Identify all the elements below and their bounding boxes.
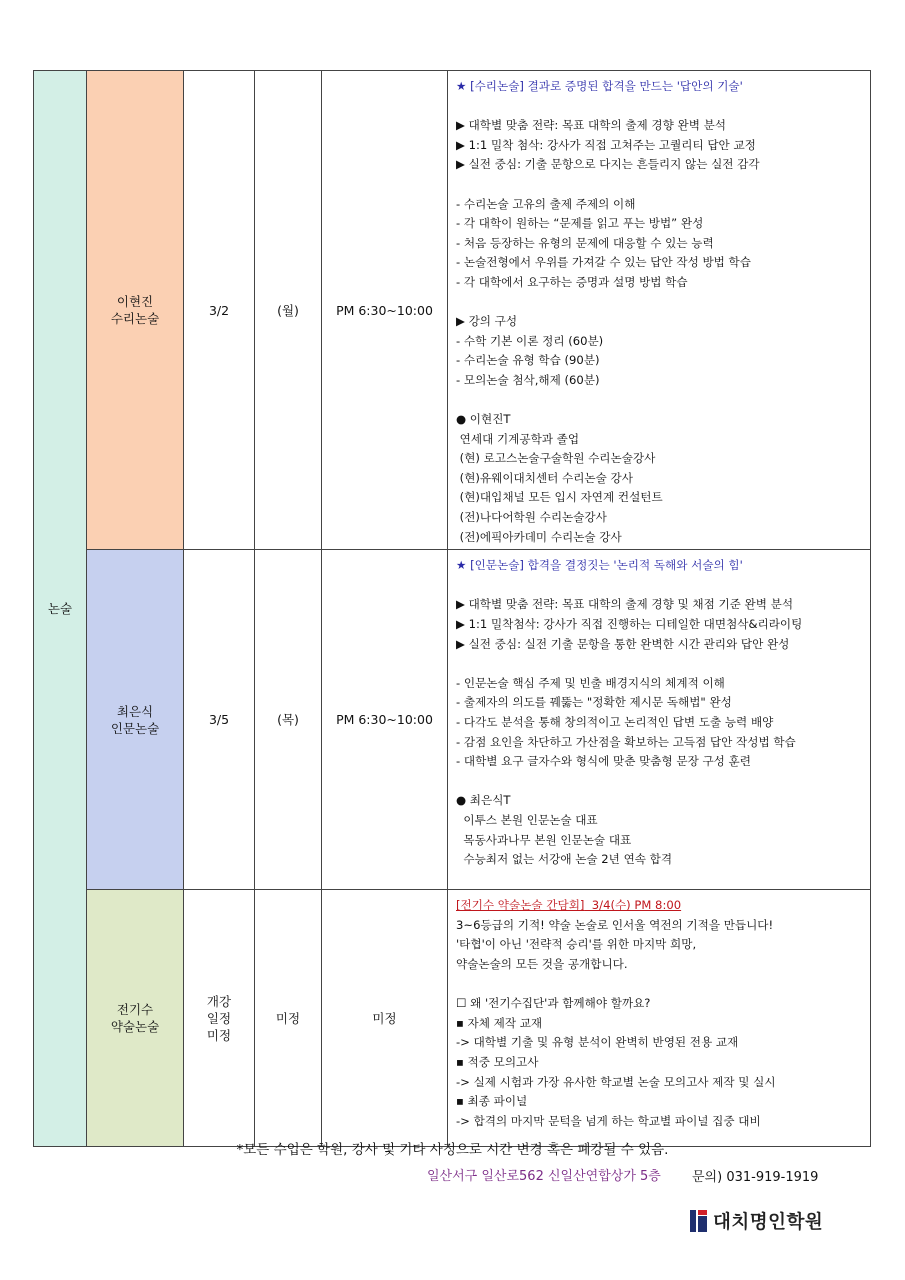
description-line: - 처음 등장하는 유형의 문제에 대응할 수 있는 능력: [456, 235, 714, 250]
description-line: ● 이현진T: [456, 412, 511, 427]
time-cell: 미정: [322, 890, 448, 1147]
instructor-cell: [87, 550, 184, 890]
course-row-humanities: [34, 550, 871, 890]
description-line: - 대학별 요구 글자수와 형식에 맞춘 맞춤형 문장 구성 훈련: [456, 754, 751, 769]
description-cell: [448, 890, 871, 1147]
day-cell: 미정: [255, 890, 322, 1147]
date-cell: 3/5: [184, 550, 255, 890]
description-line: [456, 175, 866, 195]
instructor-name: 최은식: [116, 703, 154, 719]
description-line: ▶ 실전 중심: 기출 문항으로 다지는 흔들리지 않는 실전 감각: [456, 157, 760, 172]
description-line: ▶ 강의 구성: [456, 314, 518, 329]
date-cell: 3/2: [184, 71, 255, 550]
description-line: - 각 대학이 원하는 “문제를 읽고 푸는 방법” 완성: [456, 216, 704, 231]
description-line: '타협'이 아닌 '전략적 승리'를 위한 마지막 희망,: [456, 937, 697, 952]
description-line: (전)에픽아카데미 수리논술 강사: [456, 529, 622, 544]
description-line: -> 합격의 마지막 문턱을 넘게 하는 학교별 파이널 집중 대비: [456, 1113, 761, 1128]
description-line: 연세대 기계공학과 졸업: [456, 431, 580, 446]
description-cell: [448, 550, 871, 890]
course-row-short-essay: [34, 890, 871, 1147]
description-line: ▪ 자체 제작 교재: [456, 1015, 543, 1030]
event-title: [전기수 약술논술 간담회]: [456, 898, 585, 913]
description-line: (현)대입채널 모든 입시 자연계 컨설턴트: [456, 490, 663, 505]
description-line: 3~6등급의 기적! 약술 논술로 인서울 역전의 기적을 만듭니다!: [456, 917, 774, 932]
course-name: 약술논술: [110, 1019, 160, 1035]
event-time: 3/4(수) PM 8:00: [584, 898, 682, 913]
course-headline: ★ [수리논술] 결과로 증명된 합격을 만드는 '답안의 기술': [456, 79, 743, 93]
date-cell: 개강 일정 미정: [184, 890, 255, 1147]
category-cell: 논술: [34, 71, 87, 1147]
time-cell: PM 6:30~10:00: [322, 550, 448, 890]
description-line: ▶ 대학별 맞춤 전략: 목표 대학의 출제 경향 완벽 분석: [456, 118, 726, 133]
event-line: [456, 896, 866, 916]
description-line: - 수리논술 유형 학습 (90분): [456, 353, 600, 368]
instructor-name: 전기수: [116, 1002, 154, 1018]
description-line: (현)유웨이대치센터 수리논술 강사: [456, 470, 633, 485]
description-line: -> 실제 시험과 가장 유사한 학교별 논술 모의고사 제작 및 실시: [456, 1074, 776, 1089]
description-line: ▶ 대학별 맞춤 전략: 목표 대학의 출제 경향 및 채점 기준 완벽 분석: [456, 597, 794, 612]
description-line: - 다각도 분석을 통해 창의적이고 논리적인 답변 도출 능력 배양: [456, 715, 774, 729]
course-row-math: [34, 71, 871, 550]
description-line: - 각 대학에서 요구하는 증명과 설명 방법 학습: [456, 274, 688, 289]
description-line: - 모의논술 첨삭,해제 (60분): [456, 372, 600, 387]
description-line: -> 대학별 기출 및 유형 분석이 완벽히 반영된 전용 교재: [456, 1035, 739, 1050]
academy-address: 일산서구 일산로562 신일산연합상가 5층: [427, 1169, 661, 1184]
description-line: [456, 654, 866, 674]
description-line: - 수학 기본 이론 정리 (60분): [456, 333, 604, 348]
description-line: [456, 293, 866, 313]
course-name: 인문논술: [110, 720, 160, 736]
academy-logo-icon: [690, 1210, 708, 1232]
description-line: [456, 975, 866, 995]
day-cell: (월): [255, 71, 322, 550]
academy-name: 대치명인학원: [713, 1212, 824, 1233]
description-line: (현) 로고스논술구술학원 수리논술강사: [456, 451, 656, 466]
description-line: ● 최은식T: [456, 793, 511, 808]
schedule-table: [33, 70, 871, 1147]
instructor-cell: [87, 71, 184, 550]
description-line: - 감점 요인을 차단하고 가산점을 확보하는 고득점 답안 작성법 학습: [456, 734, 796, 749]
day-cell: (목): [255, 550, 322, 890]
academy-logo: [690, 1208, 823, 1234]
description-line: [456, 391, 866, 411]
course-name: 수리논술: [110, 311, 160, 327]
description-line: ▶ 실전 중심: 실전 기출 문항을 통한 완벽한 시간 관리와 답안 완성: [456, 636, 790, 651]
time-cell: PM 6:30~10:00: [322, 71, 448, 550]
description-line: 목동사과나무 본원 인문논술 대표: [456, 832, 632, 847]
description-line: 이투스 본원 인문논술 대표: [456, 812, 598, 827]
instructor-cell: [87, 890, 184, 1147]
description-line: (전)나다어학원 수리논술강사: [456, 510, 607, 525]
description-line: ▶ 1:1 밀착첨삭: 강사가 직접 진행하는 디테일한 대면첨삭&리라이팅: [456, 617, 803, 632]
description-line: - 인문논술 핵심 주제 및 빈출 배경지식의 체계적 이해: [456, 675, 725, 690]
description-cell: [448, 71, 871, 550]
description-line: - 논술전형에서 우위를 가져갈 수 있는 답안 작성 방법 학습: [456, 255, 751, 270]
description-line: - 출제자의 의도를 꿰뚫는 "정확한 제시문 독해법" 완성: [456, 695, 732, 710]
description-line: - 수리논술 고유의 출제 주제의 이해: [456, 196, 636, 211]
description-line: ☐ 왜 '전기수집단'과 함께해야 할까요?: [456, 996, 651, 1011]
description-line: [456, 772, 866, 792]
course-headline: ★ [인문논술] 합격을 결정짓는 '논리적 독해와 서술의 힘': [456, 558, 743, 573]
description-line: ▪ 적중 모의고사: [456, 1055, 539, 1069]
contact-phone: 문의) 031-919-1919: [692, 1170, 819, 1185]
description-line: [456, 576, 866, 596]
instructor-name: 이현진: [116, 294, 154, 310]
description-line: ▪ 최종 파이널: [456, 1094, 528, 1109]
description-line: 수능최저 없는 서강애 논술 2년 연속 합격: [456, 852, 673, 867]
description-line: ▶ 1:1 밀착 첨삭: 강사가 직접 고쳐주는 고퀄리티 답안 교정: [456, 137, 756, 152]
description-line: 약술논술의 모든 것을 공개합니다.: [456, 957, 628, 972]
description-line: [456, 97, 866, 117]
schedule-change-note: *모든 수업은 학원, 강사 및 기타 사정으로 시간 변경 혹은 폐강될 수 있음.: [236, 1142, 669, 1158]
